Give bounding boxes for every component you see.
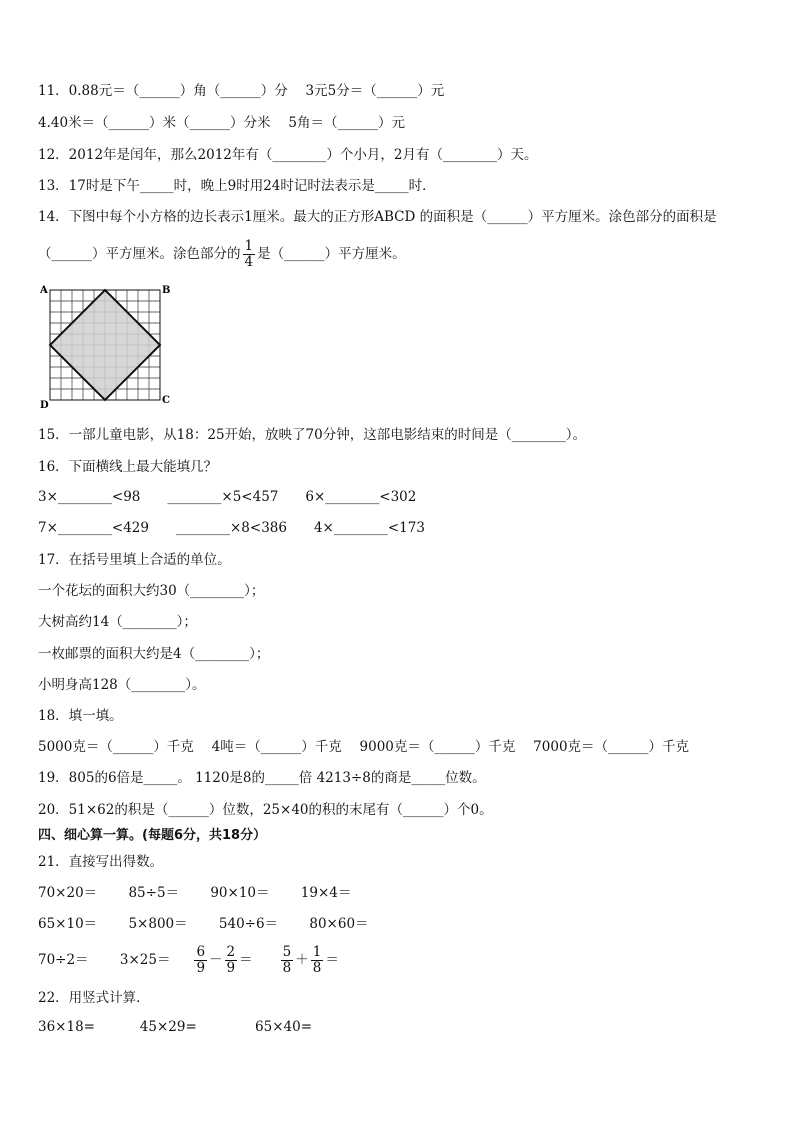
q18-row: 5000克＝（______）千克 4吨＝（______）千克 9000克＝（______）千克 7000克＝（______）千克 xyxy=(38,739,690,755)
fraction-numerator: 1 xyxy=(244,238,254,254)
fraction-denominator: 8 xyxy=(282,960,292,976)
q16-row1: 3×________<98 ________×5<457 6×________<302 xyxy=(38,489,417,505)
q11-line1: 11．0.88元＝（______）角（______）分 3元5分＝（______）元 xyxy=(38,83,445,99)
fraction-denominator: 9 xyxy=(226,960,236,976)
q12: 12．2012年是闰年，那么2012年有（________）个小月，2月有（________）天。 xyxy=(38,147,538,163)
fraction-numerator: 5 xyxy=(282,944,292,960)
plus-sign: ＋ xyxy=(295,952,309,968)
fraction-denominator: 4 xyxy=(244,254,254,270)
q15: 15．一部儿童电影，从18：25开始，放映了70分钟，这部电影结束的时间是（________）。 xyxy=(38,427,586,443)
fraction-numerator: 2 xyxy=(226,944,236,960)
q21-title: 21．直接写出得数。 xyxy=(38,854,164,870)
fraction-5-8 xyxy=(281,945,294,976)
q14-text-b: 是（______）平方厘米。 xyxy=(257,246,406,262)
q21-row2: 65×10＝ 5×800＝ 540÷6＝ 80×60＝ xyxy=(38,916,369,932)
label-b: B xyxy=(162,285,171,296)
fraction-denominator: 8 xyxy=(312,960,322,976)
q17-title: 17．在括号里填上合适的单位。 xyxy=(38,552,231,568)
q21-row3-text: 70÷2＝ 3×25＝ xyxy=(38,952,171,968)
q11-line2: 4.40米＝（______）米（______）分米 5角＝（______）元 xyxy=(38,115,405,131)
fraction-numerator: 1 xyxy=(312,944,322,960)
equals-sign: ＝ xyxy=(325,952,339,968)
q21-row3 xyxy=(38,942,339,978)
q16-title: 16．下面横线上最大能填几？ xyxy=(38,459,218,475)
section-four-heading: 四、细心算一算。(每题6分，共18分） xyxy=(38,828,267,843)
q17-item2: 大树高约14（________）； xyxy=(38,614,197,630)
fraction-quarter xyxy=(243,239,256,270)
q20: 20．51×62的积是（______）位数，25×40的积的末尾有（______）个0。 xyxy=(38,802,493,818)
q17-item1: 一个花坛的面积大约30（________）； xyxy=(38,583,265,599)
q19: 19．805的6倍是_____。 1120是8的_____倍 4213÷8的商是_____位数。 xyxy=(38,770,486,786)
q14-line2 xyxy=(38,236,406,272)
label-c: C xyxy=(162,395,170,406)
label-d: D xyxy=(40,400,49,411)
label-a: A xyxy=(40,285,48,296)
fraction-1-8 xyxy=(311,945,324,976)
q21-row1: 70×20＝ 85÷5＝ 90×10＝ 19×4＝ xyxy=(38,885,352,901)
square-grid-figure xyxy=(38,282,178,412)
fraction-6-9 xyxy=(194,945,207,976)
fraction-2-9 xyxy=(225,945,238,976)
shaded-square xyxy=(50,290,160,400)
q22-row: 36×18= 45×29= 65×40= xyxy=(38,1019,313,1035)
q18-title: 18．填一填。 xyxy=(38,708,123,724)
q13: 13．17时是下午_____时，晚上9时用24时记时法表示是_____时． xyxy=(38,178,436,194)
q22-title: 22．用竖式计算． xyxy=(38,990,150,1006)
fraction-denominator: 9 xyxy=(196,960,206,976)
q16-row2: 7×________<429 ________×8<386 4×________<173 xyxy=(38,520,425,536)
fraction-numerator: 6 xyxy=(196,944,206,960)
equals-sign: ＝ xyxy=(239,952,253,968)
q17-item4: 小明身高128（________）。 xyxy=(38,677,206,693)
q14-line1: 14．下图中每个小方格的边长表示1厘米。最大的正方形ABCD 的面积是（______）平方厘米。涂色部分的面积是 xyxy=(38,209,717,225)
q17-item3: 一枚邮票的面积大约是4（________）； xyxy=(38,646,270,662)
minus-sign: － xyxy=(209,952,223,968)
q14-text-a: （______）平方厘米。涂色部分的 xyxy=(38,246,241,262)
